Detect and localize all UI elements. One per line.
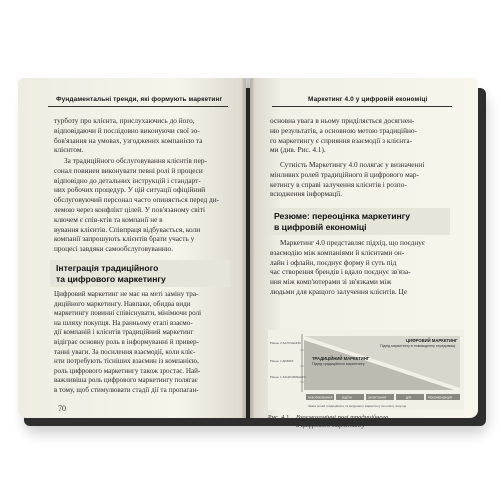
- heading-line: Резюме: переоцінка маркетингу: [274, 211, 411, 221]
- stage-label: РЕКОМЕНДАЦІЯ: [428, 395, 452, 400]
- text-line: Маркетинг 4.0 представляє підхід, що поєднує: [280, 238, 426, 247]
- text-line: Цифровий маркетинг не має на меті заміну тра-: [54, 290, 199, 298]
- stage-label: ІНФОРМУВАННЯ: [308, 395, 333, 400]
- left-page-number: 70: [58, 404, 66, 413]
- figure-footer-note: Зміна ролей традиційного та цифрового маркетингу на шляху покупця: [308, 404, 407, 408]
- text-line: го маркетингу є сприяння взаємодії з клієнта-: [270, 135, 413, 145]
- text-line: компанії запрошують клієнтів брати участь у: [54, 234, 195, 244]
- left-paragraph-2: [54, 156, 230, 254]
- text-line: ми (див. Рис. 4.1).: [270, 145, 326, 155]
- text-line: основна увага в ньому приділяється досягнен-: [270, 116, 415, 125]
- text-line: ключем є спів-ктів та компанії не в: [54, 214, 163, 224]
- text-line: час створення брендів і вдало поєднує зв'яза-: [270, 267, 411, 277]
- right-paragraph-1: [270, 116, 454, 155]
- traditional-marketing-title: ТРАДИЦІЙНИЙ МАРКЕТИНГ: [312, 356, 370, 361]
- left-paragraph-3: [54, 290, 230, 396]
- right-paragraph-3: [270, 238, 454, 297]
- text-line: лемою через конфлікт цілей. У пов'язаному світі: [54, 204, 205, 214]
- text-line: За традиційного обслуговування клієнтів пер-: [64, 156, 207, 165]
- text-line: всюдження інформації.: [270, 189, 343, 199]
- stage-label: ВІДГУК: [342, 395, 353, 400]
- right-page: [250, 78, 478, 429]
- open-book: [18, 78, 484, 430]
- left-section-heading: [50, 260, 230, 287]
- text-line: на шляху покупця. На ранньому етапі взаємо-: [54, 318, 193, 327]
- level-2-label: Рівень 2 ДОВІРА: [270, 359, 294, 363]
- left-header-rule: [48, 106, 228, 107]
- text-line: обслуговуючий персонал часто опиняється перед ди-: [54, 195, 220, 205]
- text-line: клієнтом.: [54, 145, 84, 155]
- text-line: відповідаючи й послідовно виконуючи свої зо-: [54, 125, 200, 135]
- digital-marketing-subtitle: Підхід маркетингу в повсякденну середовищі: [380, 344, 456, 348]
- text-line: бов'язання на умовах, узгоджених компанією та: [54, 135, 203, 145]
- traditional-marketing-subtitle: Підхід традиційного маркетингу: [312, 362, 365, 366]
- heading-line: в цифровій економіці: [274, 221, 367, 232]
- text-line: кетингу в справі залучення клієнтів і розпо-: [270, 179, 407, 189]
- text-line: ню результатів, а основною метою традиційно-: [270, 125, 417, 135]
- text-line: людьми для кращого залучення клієнтів. Це: [270, 286, 408, 296]
- text-line: мінливих ролей традиційного й цифрового мар-: [270, 169, 419, 179]
- right-paragraph-2: [270, 160, 454, 199]
- digital-marketing-title: ЦИФРОВИЙ МАРКЕТИНГ: [406, 338, 458, 343]
- caption-line: Взаємозамінні ролі традиційного: [296, 414, 389, 421]
- text-line: відіграє основну роль в інформуванні й привер-: [54, 337, 199, 346]
- text-line: Сутність Маркетингу 4.0 полягає у визначенні: [280, 160, 425, 169]
- level-1-label: Рівень 1 ЗАЦІКАВЛЕННЯ: [270, 375, 306, 379]
- book-gutter: [242, 78, 254, 418]
- text-line: важливіша роль цифрового маркетингу полягає: [54, 376, 198, 385]
- text-line: маркетингу повинні співіснувати, мінімючи ролі: [54, 309, 202, 318]
- left-running-head: Фундаментальні тренди, які формують маркетинг: [56, 96, 223, 103]
- right-header-rule: [272, 106, 452, 107]
- text-line: роль цифрового маркетингу також зростає. Най-: [54, 366, 201, 375]
- buyer-stages: [306, 394, 460, 400]
- stage-label: ДІЯ: [406, 395, 412, 400]
- text-line: сонал повинен виконувати певні ролі й процеси: [54, 165, 203, 175]
- caption-line: й цифрового маркетингу: [296, 422, 365, 429]
- text-line: вування клієнтів. Співпраця відбувається, коли: [54, 224, 201, 234]
- text-line: в тому, щоб стимулювати стадії дії та пропаган-: [54, 385, 199, 394]
- text-line: танні уваги. За посилення взаємодії, коли кліє-: [54, 347, 196, 356]
- marketing-roles-figure: [268, 330, 464, 410]
- level-3-label: Рівень 3 ЗАЛУЧЕННЯ: [270, 341, 301, 345]
- text-line: ння між комп'ютерами зі зв'язками між: [270, 277, 392, 287]
- text-line: відповідно до детальних інструкцій і стандарт-: [54, 175, 201, 185]
- stage-label: ЗАПИТАННЯ: [368, 395, 387, 400]
- text-line: диційного маркетингу. Навпаки, обидва види: [54, 299, 191, 308]
- text-line: турботу про клієнта, прислухаючись до його,: [54, 116, 195, 125]
- text-line: процесі завдяки самообслуговуванню.: [54, 244, 174, 254]
- left-paragraph-1: [54, 116, 230, 155]
- text-line: них робочих процедур. У цій ситуації офіційний: [54, 185, 206, 195]
- left-page: [18, 78, 246, 418]
- right-section-heading: [268, 208, 450, 235]
- heading-line: та цифрового маркетингу: [56, 273, 166, 284]
- right-running-head: Маркетинг 4.0 у цифровій економіці: [308, 96, 428, 103]
- text-line: взаємодію між компаніями й клієнтами он-: [270, 247, 405, 257]
- heading-line: Інтеграція традиційного: [56, 263, 159, 273]
- text-line: лайн і офлайн, поєднує форму й суть під: [270, 257, 397, 267]
- text-line: дії компаній і клієнтів традиційний маркетинг: [54, 328, 194, 337]
- text-line: нти потребують тісніших взаємин із компанією,: [54, 357, 199, 366]
- caption-number: Рис. 4.1: [268, 414, 290, 421]
- caption-text: [296, 414, 446, 430]
